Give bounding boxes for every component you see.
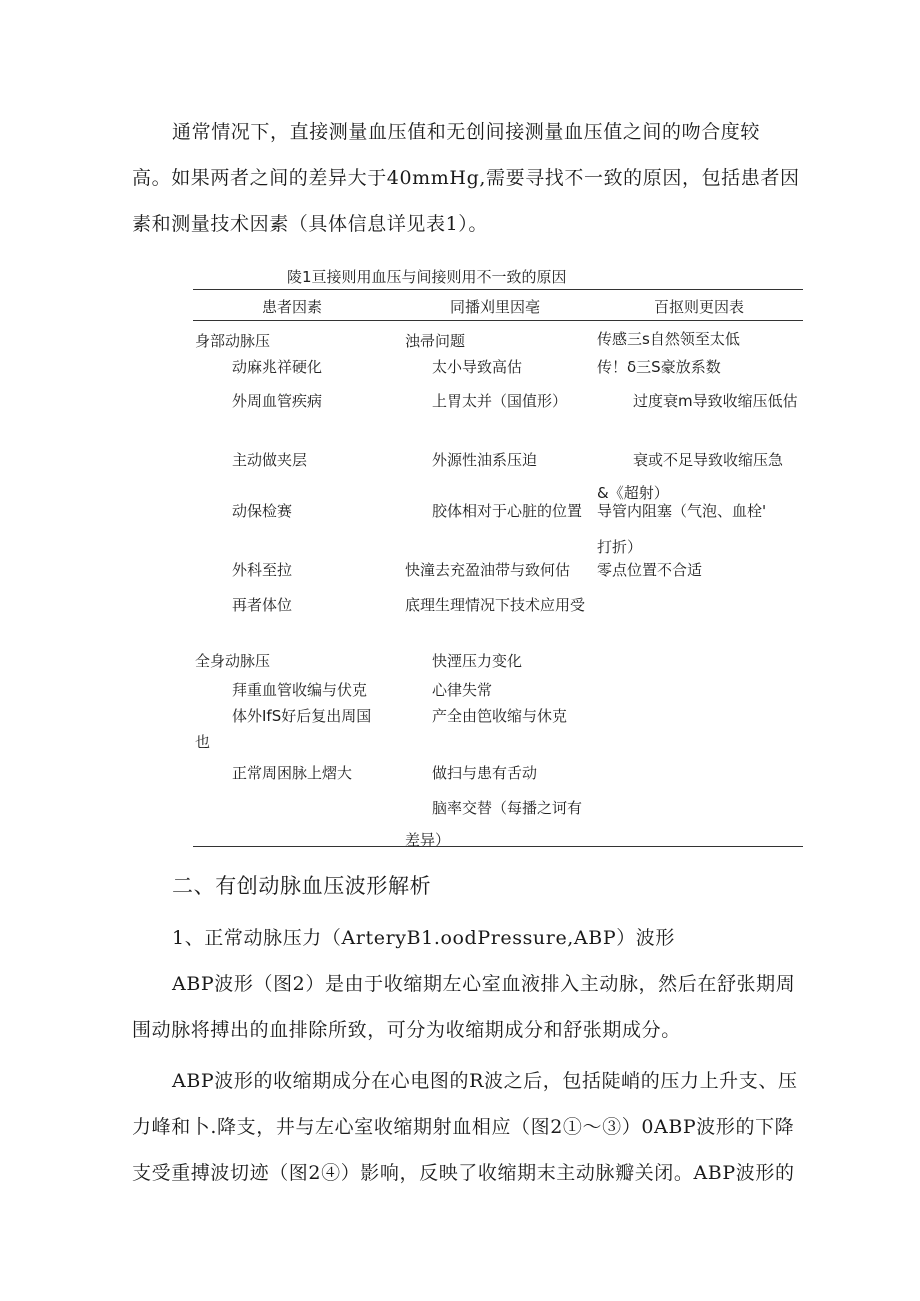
p2-line-2: 力峰和卜.降支，井与左心室收缩期射血相应（图2①～③）0ABP波形的下降 bbox=[132, 1116, 795, 1138]
p2-line-1: ABP波形的收缩期成分在心电图的R波之后，包括陡峭的压力上升支、压 bbox=[172, 1070, 798, 1092]
p1-line-2: 围动脉将搏出的血排除所致，可分为收缩期成分和舒张期成分。 bbox=[132, 1019, 681, 1041]
col2-item: 太小导致高估 bbox=[432, 358, 523, 376]
subsection-title: 1、正常动脉压力（ArteryB1.oodPressure,ABP）波形 bbox=[172, 927, 676, 949]
col2-item: 做扫与患有舌动 bbox=[432, 764, 538, 782]
col3-item: &《超射） bbox=[597, 484, 669, 502]
col2-item: 产全由笆收缩与休克 bbox=[432, 707, 568, 725]
col1-item: 动麻兆祥硬化 bbox=[232, 358, 323, 376]
col2-item: 外源性油系压迫 bbox=[432, 451, 538, 469]
intro-line-3: 素和测量技术因素（具体信息详见表1）。 bbox=[132, 213, 488, 235]
section-heading-text: 二、有创动脉血压波形解析 bbox=[172, 874, 432, 898]
col3-item: 传感三s自然领至太低 bbox=[597, 330, 740, 348]
col3-item: 打折） bbox=[597, 538, 643, 556]
table-caption: 陵1亘接则用血压与间接则用不一致的原因 bbox=[287, 268, 567, 286]
col1-item: 主动做夹层 bbox=[232, 451, 308, 469]
table-bottom-rule bbox=[193, 846, 803, 847]
p1-line-1: ABP波形（图2）是由于收缩期左心室血液排入主动脉，然后在舒张期周 bbox=[172, 973, 796, 995]
col2-item: 底理生理情况下技术应用受 bbox=[405, 596, 586, 614]
table-top-rule bbox=[193, 289, 803, 290]
intro-line-2: 高。如果两者之间的差异大于40mmHg,需要寻找不一致的原因，包括患者因 bbox=[132, 167, 800, 189]
col1-item: 外周血管疾病 bbox=[232, 392, 323, 410]
col2-item: 胶体相对于心脏的位置 bbox=[432, 502, 583, 520]
col2-item: 脑率交替（每播之诃有 bbox=[432, 799, 583, 817]
col1-item: 身部动脉压 bbox=[195, 332, 271, 350]
col1-item: 也 bbox=[195, 733, 211, 751]
column-header-technique: 百抠则更因表 bbox=[654, 298, 745, 316]
col1-item: 全身动脉压 bbox=[195, 652, 271, 670]
col2-item: 上胃太并（国值形） bbox=[432, 392, 568, 410]
col3-item: 零点位置不合适 bbox=[597, 561, 703, 579]
col2-item: 差异） bbox=[405, 831, 451, 849]
col1-item: 正常周困脉上熠大 bbox=[232, 764, 353, 782]
col2-item: 心律失常 bbox=[432, 681, 493, 699]
col1-item: 再者体位 bbox=[232, 596, 293, 614]
col3-item: 导管内阻塞（气泡、血栓' bbox=[597, 502, 767, 520]
col1-item: 体外IfS好后复出周国 bbox=[232, 707, 372, 725]
col1-item: 动保检赛 bbox=[232, 502, 293, 520]
col2-item: 快湮压力变化 bbox=[432, 652, 523, 670]
col3-item: 衰或不足导致收缩压急 bbox=[633, 451, 784, 469]
col1-item: 外科至拉 bbox=[232, 561, 293, 579]
column-header-monitoring: 同播刈里因亳 bbox=[450, 298, 541, 316]
p2-line-3: 支受重搏波切迹（图2④）影响，反映了收缩期末主动脉瓣关闭。ABP波形的 bbox=[132, 1162, 795, 1184]
column-header-patient: 患者因素 bbox=[262, 298, 323, 316]
table-header-rule bbox=[193, 320, 803, 321]
col2-item: 浊帚问题 bbox=[405, 332, 466, 350]
intro-line-1: 通常情况下，直接测量血压值和无创间接测量血压值之间的吻合度较 bbox=[172, 121, 761, 143]
col1-item: 拜重血管收编与伏克 bbox=[232, 681, 368, 699]
col3-item: 传！δ三S豪放系数 bbox=[597, 358, 721, 376]
col3-item: 过度衰m导致收缩压低估 bbox=[633, 392, 798, 410]
col2-item: 快潼去充盈油带与致何估 bbox=[405, 561, 571, 579]
